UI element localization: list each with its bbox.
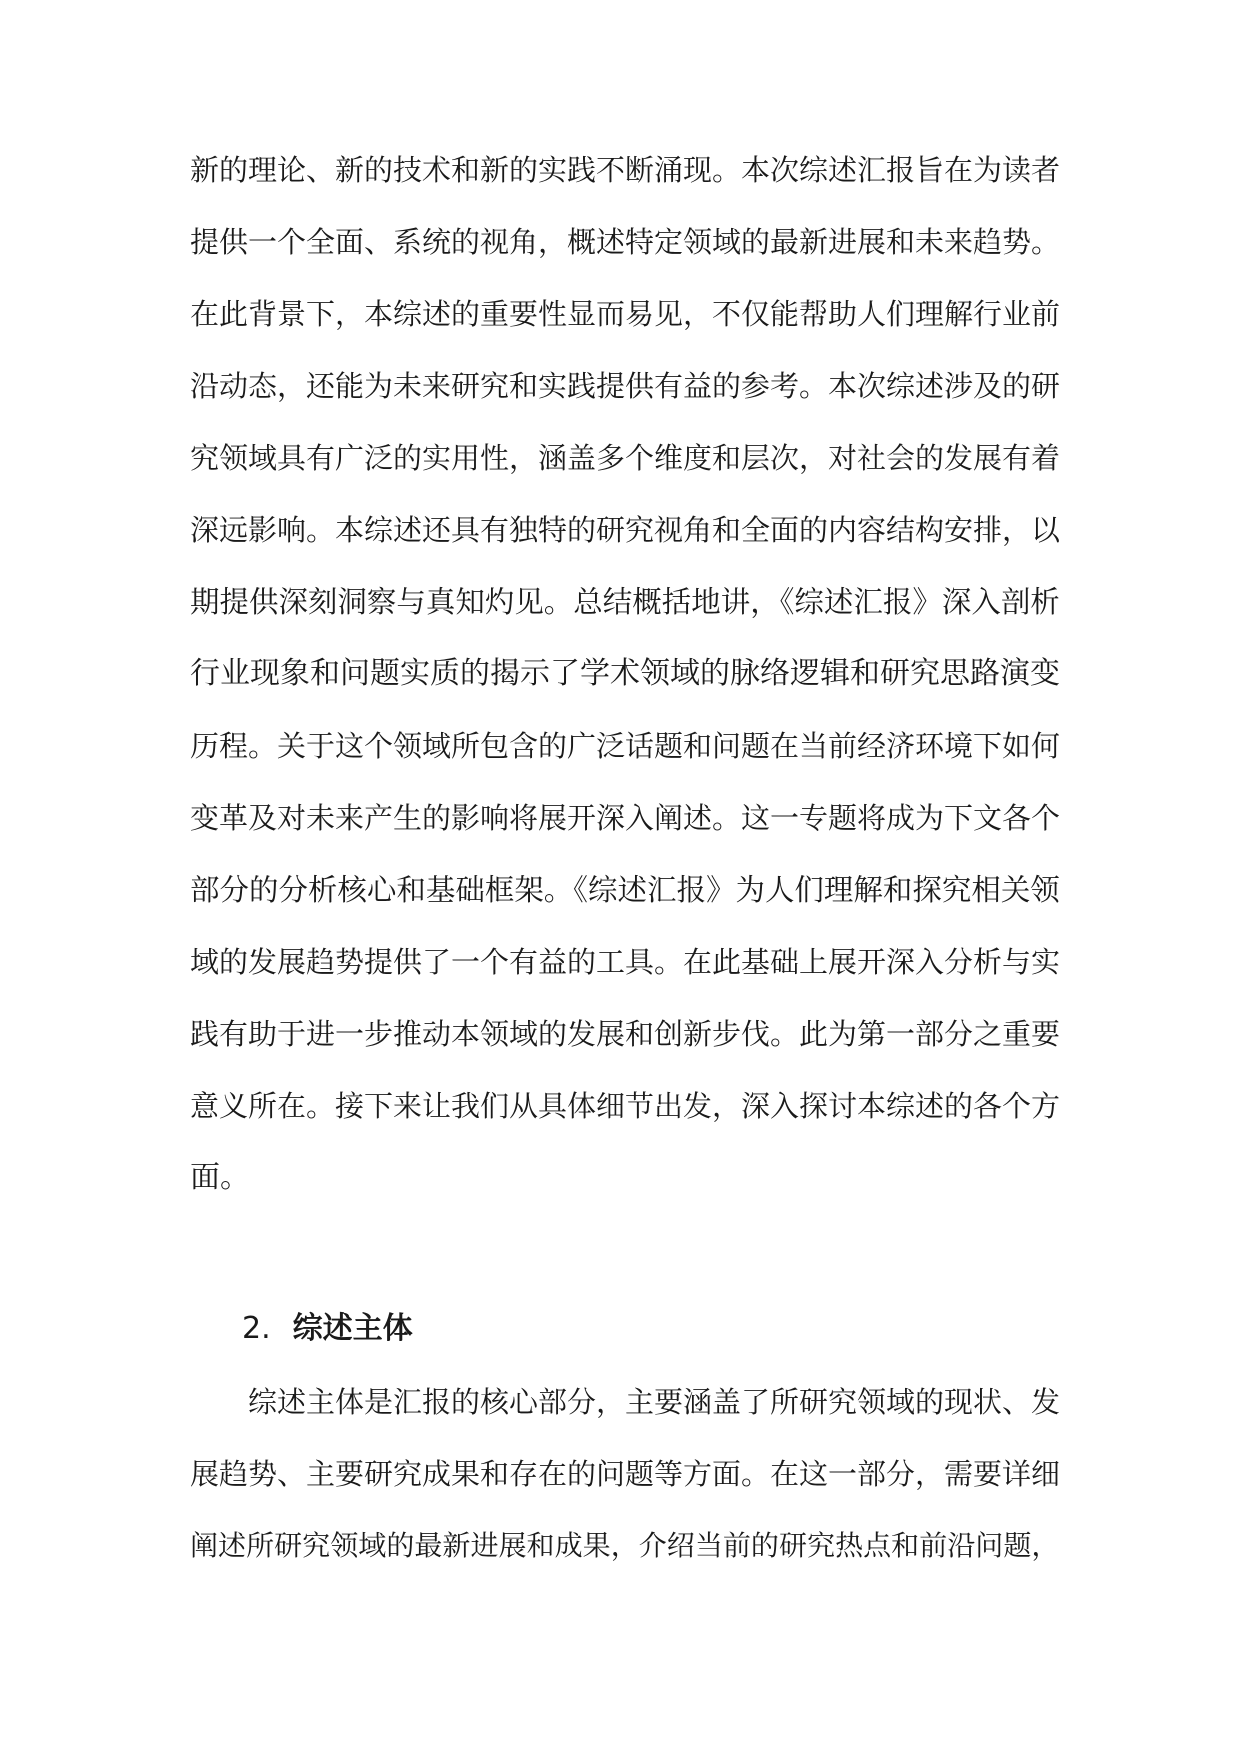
paragraph-line: 究领域具有广泛的实用性，涵盖多个维度和层次，对社会的发展有着 [190,441,1060,475]
paragraph-line: 提供一个全面、系统的视角，概述特定领域的最新进展和未来趋势。 [190,225,1060,259]
section-title: 综述主体 [292,1311,413,1346]
paragraph-line: 面。 [190,1160,250,1195]
section-number: 2. [242,1311,271,1346]
paragraph-line: 域的发展趋势提供了一个有益的工具。在此基础上展开深入分析与实 [190,945,1060,979]
paragraph-line: 阐述所研究领域的最新进展和成果，介绍当前的研究热点和前沿问题， [190,1529,1060,1562]
paragraph-line: 部分的分析核心和基础框架。《综述汇报》为人们理解和探究相关领 [190,873,1060,907]
paragraph-line: 深远影响。本综述还具有独特的研究视角和全面的内容结构安排，以 [190,513,1060,547]
paragraph-line: 变革及对未来产生的影响将展开深入阐述。这一专题将成为下文各个 [190,801,1060,835]
paragraph-line: 综述主体是汇报的核心部分，主要涵盖了所研究领域的现状、发 [248,1385,1060,1419]
paragraph-line: 历程。关于这个领域所包含的广泛话题和问题在当前经济环境下如何 [190,729,1060,763]
paragraph-line: 意义所在。接下来让我们从具体细节出发，深入探讨本综述的各个方 [190,1089,1060,1123]
paragraph-line: 期提供深刻洞察与真知灼见。总结概括地讲，《综述汇报》深入剖析 [190,585,1060,619]
paragraph-line: 沿动态，还能为未来研究和实践提供有益的参考。本次综述涉及的研 [190,369,1060,403]
paragraph-line: 践有助于进一步推动本领域的发展和创新步伐。此为第一部分之重要 [190,1017,1060,1051]
section-heading [242,1305,413,1353]
paragraph-line: 新的理论、新的技术和新的实践不断涌现。本次综述汇报旨在为读者 [190,153,1060,187]
paragraph-line: 展趋势、主要研究成果和存在的问题等方面。在这一部分，需要详细 [190,1457,1060,1491]
paragraph-line: 行业现象和问题实质的揭示了学术领域的脉络逻辑和研究思路演变 [190,656,1060,691]
paragraph-line: 在此背景下，本综述的重要性显而易见，不仅能帮助人们理解行业前 [190,297,1060,331]
